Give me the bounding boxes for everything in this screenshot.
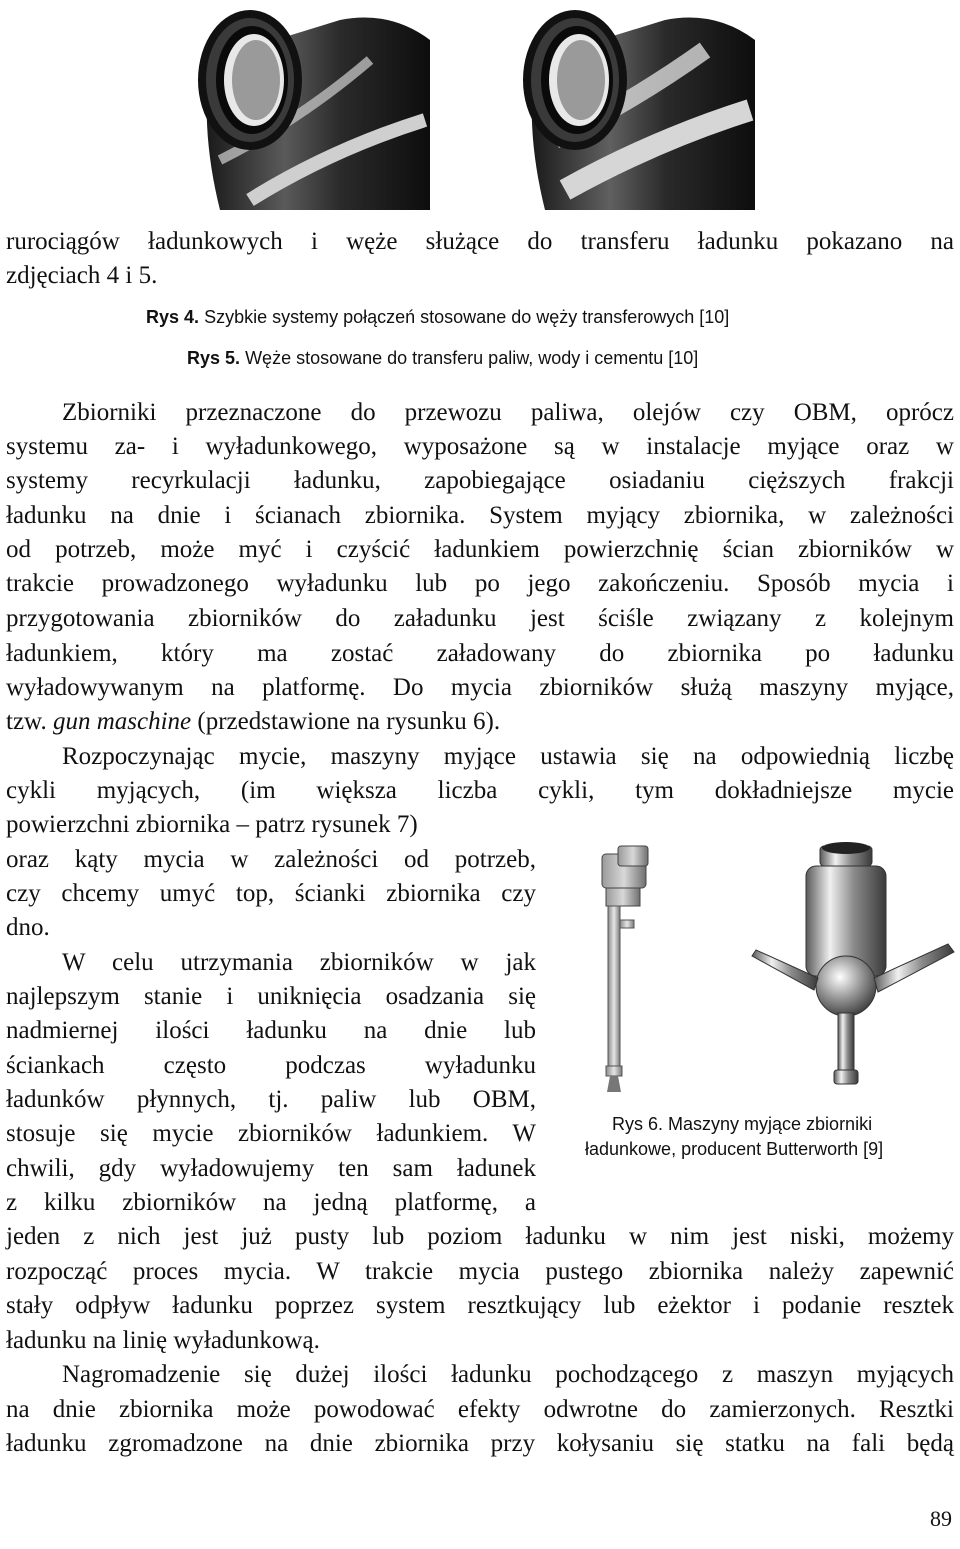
text-line: ładunku na linię wyładunkową. xyxy=(6,1327,320,1354)
text-line: oraz kąty mycia w zależności od potrzeb, xyxy=(6,846,536,873)
text-line: powierzchni zbiornika – patrz rysunek 7) xyxy=(6,811,418,838)
figure-caption-rys4 xyxy=(146,305,729,329)
text-line: Nagromadzenie się dużej ilości ładunku pochodzącego z maszyn myjących xyxy=(62,1361,954,1388)
text-line: najlepszym stanie i uniknięcia osadzania się xyxy=(6,983,536,1010)
caption-text: Szybkie systemy połączeń stosowane do węży transferowych [10] xyxy=(204,307,730,327)
text-line: ładunku zgromadzone na dnie zbiornika przy kołysaniu się statku na fali będą xyxy=(6,1430,954,1457)
text-line: cykli myjących, (im większa liczba cykli, tym dokładniejsze mycie xyxy=(6,777,954,804)
text-line: W celu utrzymania zbiorników w jak xyxy=(62,949,536,976)
text-line: stosuje się mycie zbiorników ładunkiem. W xyxy=(6,1120,536,1147)
caption-number: Rys 4. xyxy=(146,307,200,327)
washing-machine-vertical-photo xyxy=(588,840,683,1100)
text-line: ładunków płynnych, tj. paliw lub OBM, xyxy=(6,1086,536,1113)
text-line: nadmiernej ilości ładunku na dnie lub xyxy=(6,1017,536,1044)
text-line: jeden z nich jest już pusty lub poziom ładunku w nim jest niski, możemy xyxy=(6,1223,954,1250)
figure-caption-rys6-line2: ładunkowe, producent Butterworth [9] xyxy=(585,1139,884,1159)
text-line: stały odpływ ładunku poprzez system resztkujący lub eżektor i podanie resztek xyxy=(6,1292,954,1319)
text-line: ładunku na dnie i ścianach zbiornika. System myjący zbiornika, w zależności xyxy=(6,502,954,529)
text-line: od potrzeb, może myć i czyścić ładunkiem powierzchnię ścian zbiorników w xyxy=(6,536,954,563)
text-line: przygotowania zbiorników do załadunku jest ściśle związany z kolejnym xyxy=(6,605,954,632)
text-line: rozpocząć proces mycia. W trakcie mycia pustego zbiornika należy zapewnić xyxy=(6,1258,954,1285)
caption-text: Węże stosowane do transferu paliw, wody i cementu [10] xyxy=(245,348,699,368)
text-line: z kilku zbiorników na jedną platformę, a xyxy=(6,1189,536,1216)
text-line: ściankach często podczas wyładunku xyxy=(6,1052,536,1079)
text-line: Rozpoczynając mycie, maszyny myjące ustawia się na odpowiednią liczbę xyxy=(62,743,954,770)
text-span: (przedstawione na rysunku 6). xyxy=(197,708,501,735)
text-line: trakcie prowadzonego wyładunku lub po jego zakończeniu. Sposób mycia i xyxy=(6,570,954,597)
figure-caption-rys6-line1: Rys 6. Maszyny myjące zbiorniki xyxy=(612,1114,873,1134)
hose-photo-right xyxy=(515,0,760,210)
text-line xyxy=(6,705,500,739)
page-number: 89 xyxy=(930,1506,952,1531)
text-line: Zbiorniki przeznaczone do przewozu paliwa, olejów czy OBM, oprócz xyxy=(62,399,954,426)
text-line: chwili, gdy wyładowujemy ten sam ładunek xyxy=(6,1155,536,1182)
text-line: dno. xyxy=(6,914,50,941)
washing-machine-nozzle-photo xyxy=(748,838,960,1098)
text-line: na dnie zbiornika może powodować efekty odwrotne do zamierzonych. Resztki xyxy=(6,1396,954,1423)
text-line: systemu za- i wyładunkowego, wyposażone są w instalacje myjące oraz w xyxy=(6,433,954,460)
text-line: zdjęciach 4 i 5. xyxy=(6,262,158,289)
text-line: rurociągów ładunkowych i węże służące do transferu ładunku pokazano na xyxy=(6,228,954,255)
figure-caption-rys5 xyxy=(187,346,698,370)
text-line: systemy recyrkulacji ładunku, zapobiegające osiadaniu cięższych frakcji xyxy=(6,467,954,494)
text-span: tzw. xyxy=(6,708,47,735)
text-line: wyładowywanym na platformę. Do mycia zbiorników służą maszyny myjące, xyxy=(6,674,954,701)
text-line: czy chcemy umyć top, ścianki zbiornika czy xyxy=(6,880,536,907)
hose-photo-left xyxy=(190,0,435,210)
text-line: ładunkiem, który ma zostać załadowany do zbiornika po ładunku xyxy=(6,640,954,667)
caption-number: Rys 5. xyxy=(187,348,241,368)
italic-term: gun maschine xyxy=(52,708,192,735)
